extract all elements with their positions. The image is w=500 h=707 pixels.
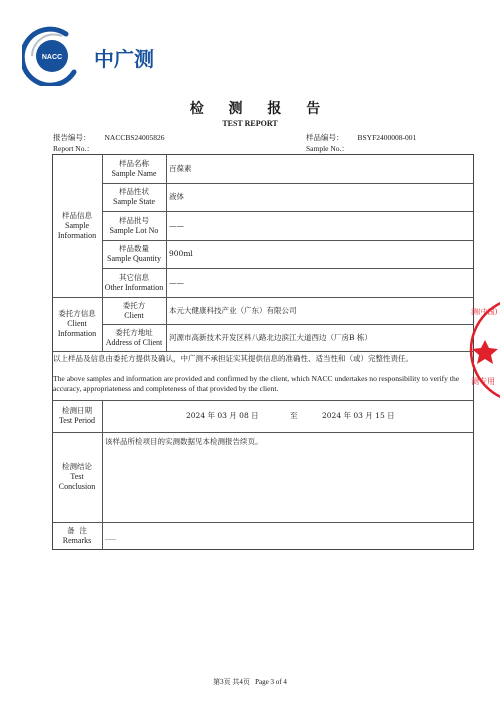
report-title-cn: 检 测 报 告	[189, 101, 331, 117]
company-logo	[22, 26, 182, 86]
field-label-en: Sample Name	[111, 168, 157, 178]
field-label-cn: 样品数量	[119, 244, 149, 253]
client-value: 本元大健康科技产业（广东）有限公司	[169, 305, 297, 315]
report-no-label-en: Report No.：	[53, 144, 94, 153]
report-no	[53, 132, 165, 143]
disclaimer-cn: 以上样品及信息由委托方提供及确认，中广测不承担证实其提供信息的准确性、适当性和（或）完整性责任。	[53, 354, 413, 363]
field-label-en: Address of Client	[105, 337, 163, 347]
client-info-label-cn: 委托方信息	[58, 309, 96, 318]
field-label-cn: 样品批号	[119, 215, 149, 225]
sample-state-label	[102, 183, 166, 211]
sample-no-label-en: Sample No.：	[306, 144, 349, 153]
sample-info-header	[52, 154, 102, 297]
row-divider	[52, 351, 474, 352]
sample-info-label-en2: Information	[57, 230, 97, 240]
report-title-en: TEST REPORT	[222, 119, 278, 128]
seal-text-top: 测(中国)	[471, 308, 498, 316]
conclusion-text: 该样品所检项目的实测数据见本检测报告续页。	[105, 437, 263, 446]
client-info-label-en2: Information	[57, 329, 97, 338]
remarks-value: ___	[105, 531, 117, 540]
sample-no-value: BSYF2400008-001	[357, 133, 417, 142]
row-divider	[52, 432, 474, 433]
conclusion-label-cn: 检测结论	[62, 462, 92, 471]
sample-quantity-value: 900ml	[169, 249, 193, 258]
remarks-label	[52, 522, 102, 550]
field-label-cn: 其它信息	[119, 272, 149, 282]
sample-lot-label	[102, 211, 166, 240]
remarks-label-en: Remarks	[62, 536, 92, 545]
seal-text-bottom: 测专用	[471, 377, 495, 386]
field-label-en: Sample State	[113, 197, 155, 206]
logo-text: NACC	[41, 54, 63, 61]
test-period-end: 2024 年 03 月 15 日	[322, 411, 395, 420]
field-label-en: Sample Quantity	[107, 254, 161, 263]
client-address-label	[102, 324, 166, 351]
conclusion-label-en2: Conclusion	[58, 482, 96, 491]
company-seal	[463, 290, 500, 410]
field-label-cn: 样品名称	[119, 158, 149, 168]
field-label-en: Other Information	[104, 282, 164, 292]
client-info-header	[52, 297, 102, 351]
client-info-label-en1: Client	[67, 319, 87, 328]
sample-no-label: 样品编号：	[306, 133, 344, 142]
field-label-en: Client	[124, 310, 144, 320]
sample-name-value: 百葆素	[169, 163, 192, 173]
other-info-label	[102, 268, 166, 297]
sample-name-label	[102, 154, 166, 183]
client-address-value: 河源市高新技术开发区科八路北边滨江大道西边（厂房B 栋）	[169, 332, 372, 342]
sample-info-label-cn: 样品信息	[62, 210, 92, 220]
report-no-value: NACCBS24005826	[104, 133, 165, 142]
client-label	[102, 297, 166, 324]
field-label-en: Sample Lot No	[109, 225, 159, 235]
page-footer: 第3页 共4页 Page 3 of 4	[213, 678, 287, 686]
test-period-label	[52, 400, 102, 432]
field-label-cn: 样品性状	[119, 187, 149, 196]
sample-lot-value: ——	[169, 220, 184, 230]
remarks-label-cn: 备 注	[67, 526, 87, 535]
other-info-value: ——	[169, 277, 184, 287]
sample-info-label-en1: Sample	[65, 220, 89, 230]
field-label-cn: 委托方	[122, 300, 146, 310]
sample-quantity-label	[102, 240, 166, 268]
test-period-label-cn: 检测日期	[62, 406, 92, 415]
conclusion-label-en1: Test	[70, 472, 84, 481]
row-divider	[52, 400, 474, 401]
report-no-label: 报告编号：	[53, 133, 91, 142]
sample-no	[306, 132, 416, 143]
test-period-start: 2024 年 03 月 08 日	[186, 411, 259, 420]
test-period-label-en: Test Period	[58, 416, 96, 425]
conclusion-label	[52, 432, 102, 522]
sample-state-value: 液体	[169, 192, 184, 201]
field-label-cn: 委托方地址	[115, 327, 153, 337]
disclaimer-en: The above samples and information are provided and confirmed by the client, which NACC undertakes no responsibility to verify the accuracy, appropriateness and completeness of that provided by the client.	[53, 374, 460, 393]
test-period-to: 至	[290, 411, 298, 420]
brand-name: 中广测	[94, 47, 154, 71]
